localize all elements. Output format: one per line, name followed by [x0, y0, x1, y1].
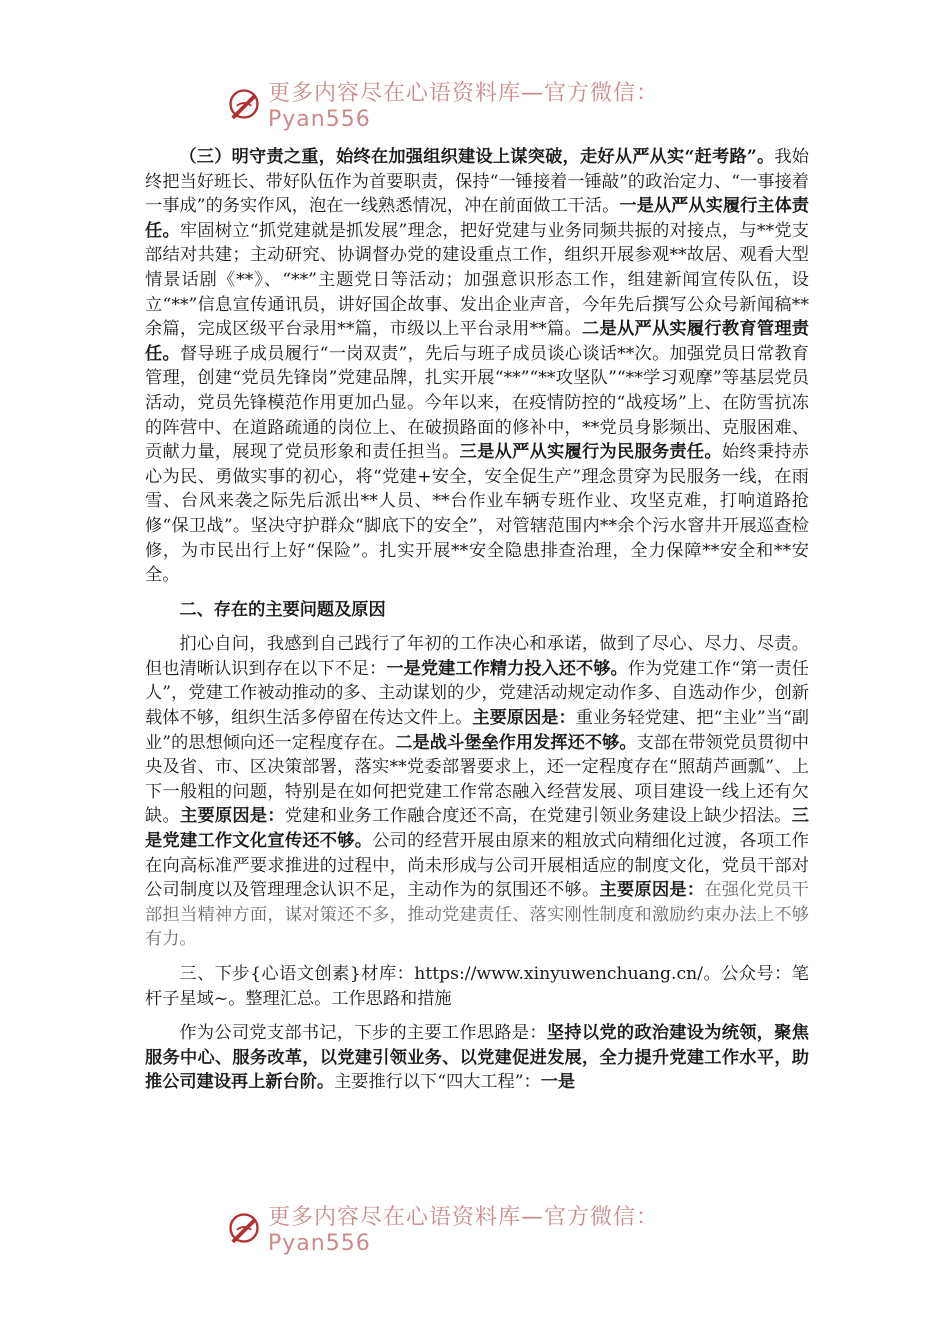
- bold-text-run: 一是党建工作精力投入还不够。: [386, 658, 628, 679]
- text-run: 扪心自问，我感到自己践行了年初的工作决心和承诺，做到了尽心、尽力、尽责。但也清晰认识到存在以下不足：: [145, 634, 809, 679]
- pen-logo-icon: [226, 1210, 262, 1246]
- text-run: 支部在带领党员贯彻中央及省、市、区决策部署，落实**党委部署要求上，还一定程度存在“照葫芦画瓢”、上下一般粗的问题，特别是在如何把党建工作常态融入经营发展、项目建设一线上还有欠缺。: [145, 732, 809, 827]
- bold-text-run: 坚持以党的政治建设为统领，聚焦服务中心、服务改革，以党建引领业务、以党建促进发展，全力提升党建工作水平，助推公司建设再上新台阶。: [145, 1023, 809, 1093]
- bold-text-run: 主要原因是：: [179, 806, 285, 827]
- text-run: 作为党建工作“第一责任人”，党建工作被动推动的多、主动谋划的少，党建活动规定动作多、自选动作少，创新载体不够，组织生活多停留在传达文件上。: [145, 658, 809, 729]
- text-run: 三、下步{心语文创素}材库：https://www.xinyuwenchuang.cn/。公众号：笔杆子星域~。整理汇总。工作思路和措施: [145, 964, 809, 1009]
- text-run: 公司的经营开展由原来的粗放式向精细化过渡，各项工作在向高标准严要求推进的过程中，尚未形成与公司开展相适应的制度文化，党员干部对公司制度以及管理理念认识不足，主动作为的氛围还不够。: [145, 831, 809, 901]
- text-run: 党建和业务工作融合度还不高，在党建引领业务建设上缺少招法。: [284, 806, 792, 827]
- watermark-text: 更多内容尽在心语资料库—官方微信：Pyan556: [268, 81, 660, 132]
- text-run: 我始终把当好班长、带好队伍作为首要职责，保持“一锤接着一锤敲”的政治定力、“一事接着一事成”的务实作风，泡在一线熟悉情况，冲在前面做工干活。: [145, 147, 809, 217]
- pen-logo-icon: [226, 86, 262, 122]
- watermark-text: 更多内容尽在心语资料库—官方微信：Pyan556: [268, 1205, 660, 1256]
- document-body: [145, 145, 809, 1095]
- bold-text-run: 一是: [540, 1072, 576, 1093]
- paragraph-party-building-responsibility: [145, 145, 809, 588]
- text-run: 在强化党员干部担当精神方面，谋对策还不多，推动党建责任、落实刚性制度和激励约束办法上不够有力。: [145, 880, 809, 950]
- bold-text-run: 三是党建工作文化宣传还不够。: [145, 806, 809, 852]
- text-run: 督导班子成员履行“一岗双责”，先后与班子成员谈心谈话**次。加强党员日常教育管理，创建“党员先锋岗”党建品牌，扎实开展“**”“**攻坚队”“**学习观摩”等基层党员活动，党员先锋模范作用更加凸显。今年以来，在疫情防控的“战疫场”上、在防雪抗冻的阵营中、在道路疏通的岗位上、在破损路面的修补中，**党员身影频出、克服困难、贡献力量，展现了党员形象和责任担当。: [145, 343, 809, 463]
- text-run: 重业务轻党建、把“主业”当“副业”的思想倾向还一定程度存在。: [145, 708, 809, 753]
- bold-text-run: 二是从严从实履行教育管理责任。: [145, 319, 809, 364]
- bold-text-run: 一是从严从实履行主体责任。: [145, 196, 809, 241]
- bold-text-run: 主要原因是：: [472, 708, 576, 729]
- watermark-header: [226, 81, 726, 132]
- text-run: 牢固树立“抓党建就是抓发展”理念，把好党建与业务同频共振的对接点，与**党支部结对共建；主动研究、协调督办党的建设重点工作，组织开展参观**故居、观看大型情景话剧《**》、“**”主题党日等活动；加强意识形态工作，组建新闻宣传队伍，设立“**”信息宣传通讯员，讲好国企故事、发出企业声音，今年先后撰写公众号新闻稿**余篇，完成区级平台录用**篇，市级以上平台录用**篇。: [145, 220, 809, 340]
- heading-next-steps: [145, 962, 809, 1011]
- bold-text-run: 二、存在的主要问题及原因: [179, 599, 386, 620]
- bold-text-run: （三）明守责之重，始终在加强组织建设上谋突破，走好从严从实“赶考路”。: [179, 147, 775, 167]
- text-run: 始终秉持赤心为民、勇做实事的初心，将“党建+安全，安全促生产”理念贯穿为民服务一线，在雨雪、台风来袭之际先后派出**人员、**台作业车辆专班作业、攻坚克难，打响道路抢修“保卫战”。坚决守护群众“脚底下的安全”，对管辖范围内**余个污水窨井开展巡查检修，为市民出行上好“保险”。扎实开展**安全隐患排查治理，全力保障**安全和**安全。: [145, 442, 809, 586]
- paragraph-work-ideas: [145, 1021, 809, 1095]
- heading-problems-and-causes: [145, 598, 809, 623]
- watermark-footer: [226, 1205, 726, 1256]
- text-run: 主要推行以下“四大工程”：: [334, 1072, 541, 1093]
- paragraph-problems: [145, 632, 809, 952]
- bold-text-run: 主要原因是：: [599, 880, 705, 901]
- bold-text-run: 二是战斗堡垒作用发挥还不够。: [395, 732, 637, 753]
- text-run: 作为公司党支部书记，下步的主要工作思路是：: [179, 1023, 547, 1044]
- bold-text-run: 三是从严从实履行为民服务责任。: [459, 442, 722, 463]
